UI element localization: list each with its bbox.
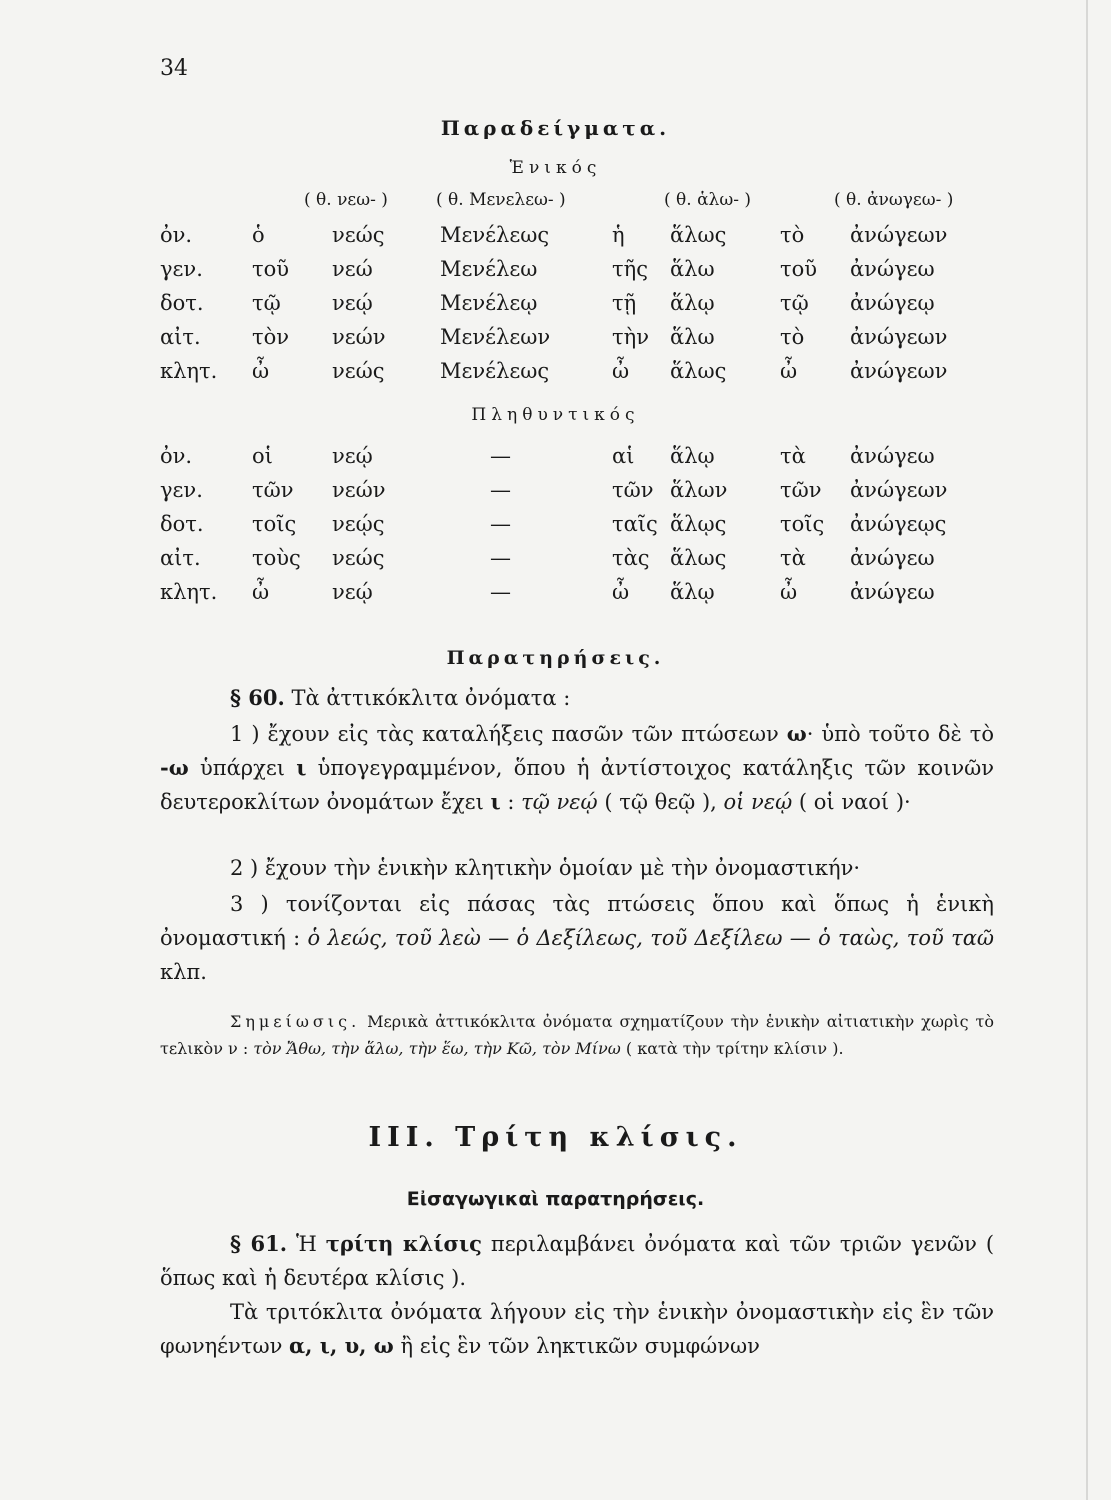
stem-label: ( θ. ἁλω- ) (664, 190, 751, 210)
form-cell: — (490, 478, 511, 502)
form-cell: — (490, 444, 511, 468)
form-cell: τῆς (612, 257, 648, 281)
section-60-point-3: 3 ) τονίζονται εἰς πάσας τὰς πτώσεις ὅπου καὶ ὅπως ἡ ἑνικὴ ὀνομαστική : ὁ λεώς, τοῦ λεὼ — ὁ Δεξίλεως, τοῦ Δεξίλεω — ὁ ταὼς, τοῦ ταῶ κλπ. (160, 892, 994, 984)
case-label: κλητ. (160, 580, 218, 604)
page-number: 34 (160, 56, 188, 81)
case-label: κλητ. (160, 359, 218, 383)
paradigm-row (0, 512, 1111, 544)
form-cell: ἅλῳ (670, 291, 715, 315)
form-cell: νεώς (332, 223, 385, 247)
form-cell: ἅλῳ (670, 580, 715, 604)
form-cell: ἀνώγεων (850, 359, 948, 383)
form-cell: ἀνώγεω (850, 257, 935, 281)
remark-label: Σημείωσις. (230, 1012, 361, 1031)
case-label: ὀν. (160, 444, 193, 468)
form-cell: νεών (332, 325, 386, 349)
third-declension-endings: Τὰ τριτόκλιτα ὀνόματα λήγουν εἰς τὴν ἑνικὴν ὀνομαστικὴν εἰς ἓν τῶν φωνηέντων α, ι, υ, ω ἢ εἰς ἓν τῶν ληκτικῶν συμφώνων (160, 1300, 994, 1358)
form-cell: νεῴ (332, 291, 373, 315)
form-cell: Μενέλεως (440, 223, 550, 247)
form-cell: Μενέλεῳ (440, 291, 538, 315)
introductory-remarks-heading: Εἰσαγωγικαὶ παρατηρήσεις. (406, 1188, 705, 1210)
form-cell: ὦ (780, 580, 798, 604)
form-cell: ἅλω (670, 325, 715, 349)
form-cell: ἅλων (670, 478, 728, 502)
notes-heading: Παρατηρήσεις. (446, 647, 665, 669)
form-cell: — (490, 512, 511, 536)
section-number: § 61. (230, 1231, 288, 1256)
form-cell: τὴν (612, 325, 649, 349)
paradigm-row (0, 580, 1111, 612)
form-cell: τῶν (612, 478, 654, 502)
form-cell: τὸν (252, 325, 290, 349)
form-cell: ἀνώγεω (850, 444, 935, 468)
section-number: § 60. (230, 685, 285, 710)
form-cell: ἀνώγεων (850, 325, 948, 349)
form-cell: ἅλως (670, 359, 727, 383)
form-cell: νεών (332, 478, 386, 502)
form-cell: τοῦ (780, 257, 818, 281)
form-cell: τῶν (252, 478, 294, 502)
form-cell: ἀνώγεῳ (850, 291, 935, 315)
form-cell: νεῴς (332, 512, 385, 536)
stem-label: ( θ. ἀνωγεω- ) (834, 190, 954, 210)
form-cell: τὰ (780, 444, 806, 468)
form-cell: τῶν (780, 478, 822, 502)
form-cell: ταῖς (612, 512, 658, 536)
form-cell: ἡ (612, 223, 625, 247)
form-cell: — (490, 580, 511, 604)
form-cell: ὦ (780, 359, 798, 383)
case-label: γεν. (160, 478, 203, 502)
form-cell: Μενέλεω (440, 257, 538, 281)
singular-label: Ἑνικός (509, 158, 602, 178)
section-60-intro: § 60. Τὰ ἀττικόκλιτα ὀνόματα : (230, 685, 571, 710)
stem-label: ( θ. νεω- ) (304, 190, 388, 210)
form-cell: Μενέλεως (440, 359, 550, 383)
form-cell: τῇ (612, 291, 637, 315)
form-cell: ἅλως (670, 223, 727, 247)
case-label: ὀν. (160, 223, 193, 247)
form-cell: Μενέλεων (440, 325, 551, 349)
form-cell: ἀνώγεω (850, 580, 935, 604)
form-cell: αἱ (612, 444, 635, 468)
form-cell: τοῦ (252, 257, 290, 281)
third-declension-heading: III. Τρίτη κλίσις. (368, 1122, 743, 1153)
form-cell: τὸ (780, 325, 805, 349)
form-cell: ὦ (252, 359, 270, 383)
form-cell: οἱ (252, 444, 273, 468)
form-cell: ὦ (612, 359, 630, 383)
form-cell: ὁ (252, 223, 265, 247)
form-cell: ὦ (252, 580, 270, 604)
form-cell: ἀνώγεων (850, 478, 948, 502)
case-label: δοτ. (160, 291, 204, 315)
paradigm-row (0, 359, 1111, 391)
form-cell: — (490, 546, 511, 570)
case-label: αἰτ. (160, 546, 201, 570)
form-cell: τοῖς (252, 512, 297, 536)
case-label: δοτ. (160, 512, 204, 536)
plural-label: Πληθυντικός (471, 405, 640, 425)
form-cell: τὰς (612, 546, 650, 570)
form-cell: τοὺς (252, 546, 301, 570)
section-61: § 61. Ἡ τρίτη κλίσις περιλαμβάνει ὀνόματα καὶ τῶν τριῶν γενῶν ( ὅπως καὶ ἡ δευτέρα κλίσις ). (160, 1231, 995, 1290)
paradigm-row (0, 257, 1111, 289)
examples-heading: Παραδείγματα. (440, 116, 671, 140)
paradigm-row (0, 325, 1111, 357)
form-cell: τοῖς (780, 512, 825, 536)
section-60-point-2: 2 ) ἔχουν τὴν ἑνικὴν κλητικὴν ὁμοίαν μὲ τὴν ὀνομαστικήν· (230, 856, 861, 880)
form-cell: ὦ (612, 580, 630, 604)
paradigm-row (0, 291, 1111, 323)
form-cell: ἅλως (670, 546, 727, 570)
form-cell: τῷ (780, 291, 809, 315)
stem-labels (0, 190, 1111, 214)
paradigm-row (0, 478, 1111, 510)
stem-label: ( θ. Μενελεω- ) (436, 190, 566, 210)
form-cell: τῷ (252, 291, 281, 315)
form-cell: ἅλῳ (670, 444, 715, 468)
section-60-point-1: 1 ) ἔχουν εἰς τὰς καταλήξεις πασῶν τῶν πτώσεων ω· ὑπὸ τοῦτο δὲ τὸ -ω ὑπάρχει ι ὑπογεγραμμένον, ὅπου ἡ ἀντίστοιχος κατάληξις τῶν κοινῶν δευτεροκλίτων ὀνομάτων ἔχει ι : τῷ νεῴ ( τῷ θεῷ ), οἱ νεῴ ( οἱ ναοί )· (160, 721, 994, 814)
form-cell: νεῴ (332, 444, 373, 468)
form-cell: ἀνώγεῳς (850, 512, 947, 536)
form-cell: ἅλῳς (670, 512, 727, 536)
form-cell: ἀνώγεων (850, 223, 948, 247)
form-cell: νεώ (332, 257, 373, 281)
form-cell: νεώς (332, 546, 385, 570)
form-cell: τὸ (780, 223, 805, 247)
paradigm-row (0, 546, 1111, 578)
form-cell: νεῴ (332, 580, 373, 604)
case-label: αἰτ. (160, 325, 201, 349)
form-cell: ἀνώγεω (850, 546, 935, 570)
form-cell: νεώς (332, 359, 385, 383)
case-label: γεν. (160, 257, 203, 281)
paradigm-row (0, 223, 1111, 255)
paradigm-row (0, 444, 1111, 476)
form-cell: τὰ (780, 546, 806, 570)
form-cell: ἅλω (670, 257, 715, 281)
remark: Σημείωσις. Μερικὰ ἀττικόκλιτα ὀνόματα σχηματίζουν τὴν ἑνικὴν αἰτιατικὴν χωρὶς τὸ τελικὸν ν : τὸν Ἄθω, τὴν ἅλω, τὴν ἕω, τὴν Κῶ, τὸν Μίνω ( κατὰ τὴν τρίτην κλίσιν ). (160, 1012, 994, 1058)
